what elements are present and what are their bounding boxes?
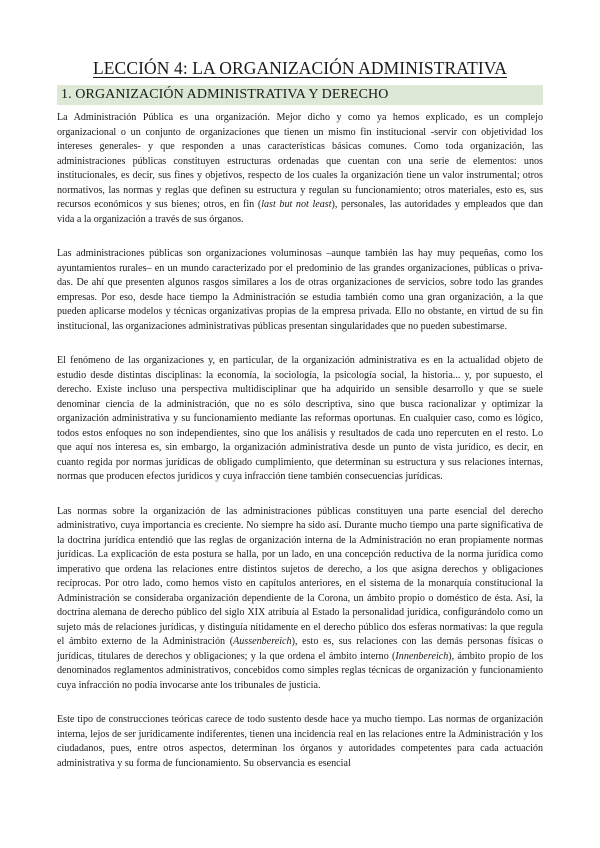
paragraph-1-italic: last but not least	[261, 199, 332, 210]
paragraph-5: Este tipo de construcciones teóricas carece de todo sustento desde hace ya mucho tiempo. Las normas de organización interna, lejos de ser jurídicamente indiferentes, tienen una incidencia real en las relaciones entre la Administración y los ciudadanos, pues, entre otros aspectos, determinan los órganos y autoridades competentes para cada actuación administrativa y su forma de funcionamiento. Su observancia es esencial	[57, 714, 543, 769]
paragraph-4-italic-innenbereich: Innenbereich	[395, 650, 449, 662]
section-heading: 1. ORGANIZACIÓN ADMINISTRATIVA Y DERECHO	[57, 85, 543, 105]
paragraph-1-text-a: La Administración Pública es una organización. Mejor dicho y como ya hemos explicado, es un complejo organizacional o un conjunto de organizaciones que tienen un mismo fin institucional -servir con objetividad los intereses generales- y que responden a unas características básicas comunes. Como toda organización, las administraciones públicas constituyen estructuras ordenadas que cuentan con una serie de elementos: unos institucionales, es decir, sus fines y objetivos, respecto de los cuales la organización tiene un valor instrumental; otros normativos, las normas y reglas que definen su estructura y regulan su funcionamiento; otros materiales, esto es, sus recursos económicos y sus bienes; otros, en fin (	[57, 112, 543, 210]
paragraph-4-text-a: Las normas sobre la organización de las administraciones públicas constituyen una parte esencial del derecho administrativo, cuya importancia es creciente. No siempre ha sido así. Durante mucho tiempo una parte significativa de la doctrina jurídica entendió que las reglas de organización interna de la Administración no eran propiamente normas jurídicas. La explicación de esta postura se halla, por un lado, en una concepción reductiva de la norma jurídica como imperativo que ordena las relaciones entre distintos sujetos de derecho, a los que asigna derechos y obligaciones recíprocas. Por otro lado, como hemos visto en capítulos anteriores, en el sistema de la monarquía constitucional la Administración se consideraba organización dependiente de la Corona, un ámbito propio o doméstico de ésta. Así, la doctrina alemana de derecho público del siglo XIX atribuía al Estado la personalidad jurídica, configurándolo como un sujeto más de relaciones jurídicas, y distinguía nítidamente en el derecho público dos esferas normativas: la que regula el ámbito externo de la Administración (	[57, 505, 543, 647]
paragraph-2: Las administraciones públicas son organizaciones voluminosas –aunque también las hay muy pequeñas, como los ayuntamientos rurales– en un mundo caracterizado por el predominio de las grandes organizaciones, públicas o priva- das. De ahí que presenten algunos rasgos similares a los de otras organizaciones de servicios, sobre todo las grandes empresas. Por eso, desde hace tiempo la Administración se estudia también como una gran organización, a la que pueden aplicarse modelos y técnicas organizativas propias de la empresa privada. Ello no obstante, en virtud de su fin institucional, las organizaciones administrativas públicas presentan singularidades que no pueden subestimarse.	[57, 248, 543, 332]
paragraph-4-text-b: ), esto es, sus relaciones con las demás personas físicas o jurídicas, titulares de derechos y obligaciones; y la que ordena el ámbito interno (	[57, 636, 543, 662]
paragraph-3: El fenómeno de las organizaciones y, en particular, de la organización administrativa es en la actualidad objeto de estudio desde distintas disciplinas: la economía, la sociología, la psicología social, la historia... y, por supuesto, el derecho. Existe incluso una perspectiva multidisciplinar que ha adquirido un sensible desarrollo y que se suele denominar ciencia de la administración, que no es sólo descriptiva, sino que busca racionalizar y optimizar la organización administrativa y su funcionamiento mediante las reformas oportunas. En cualquier caso, como es lógico, todos estos enfoques no son independientes, sino que los análisis y resultados de cada uno repercuten en el resto. Lo que aquí nos interesa es, sin embargo, la organización administrativa desde un punto de vista jurídico, es decir, en cuanto regida por normas jurídicas de obligado cumplimiento, que determinan su estructura y sus relaciones internas, normas que producen efectos jurídicos y cuya infracción tiene también consecuencias jurídicas.	[57, 355, 543, 482]
paragraph-4-italic-aussenbereich: Aussenbereich	[233, 636, 292, 647]
paragraph-4	[57, 505, 543, 694]
paragraph-1	[57, 111, 543, 227]
paragraph-4-text-c: ), ámbito propio de los denominados reglamentos administrativos, concebidos como simples reglas técnicas de organización y funcionamiento cuya infracción no podía invocarse ante los tribunales de justicia.	[57, 650, 543, 691]
lesson-title: LECCIÓN 4: LA ORGANIZACIÓN ADMINISTRATIVA	[92, 58, 508, 78]
paragraph-1-text-b: ), personales, las autoridades y empleados que dan vida a la organización a través de sus órganos.	[57, 199, 544, 225]
